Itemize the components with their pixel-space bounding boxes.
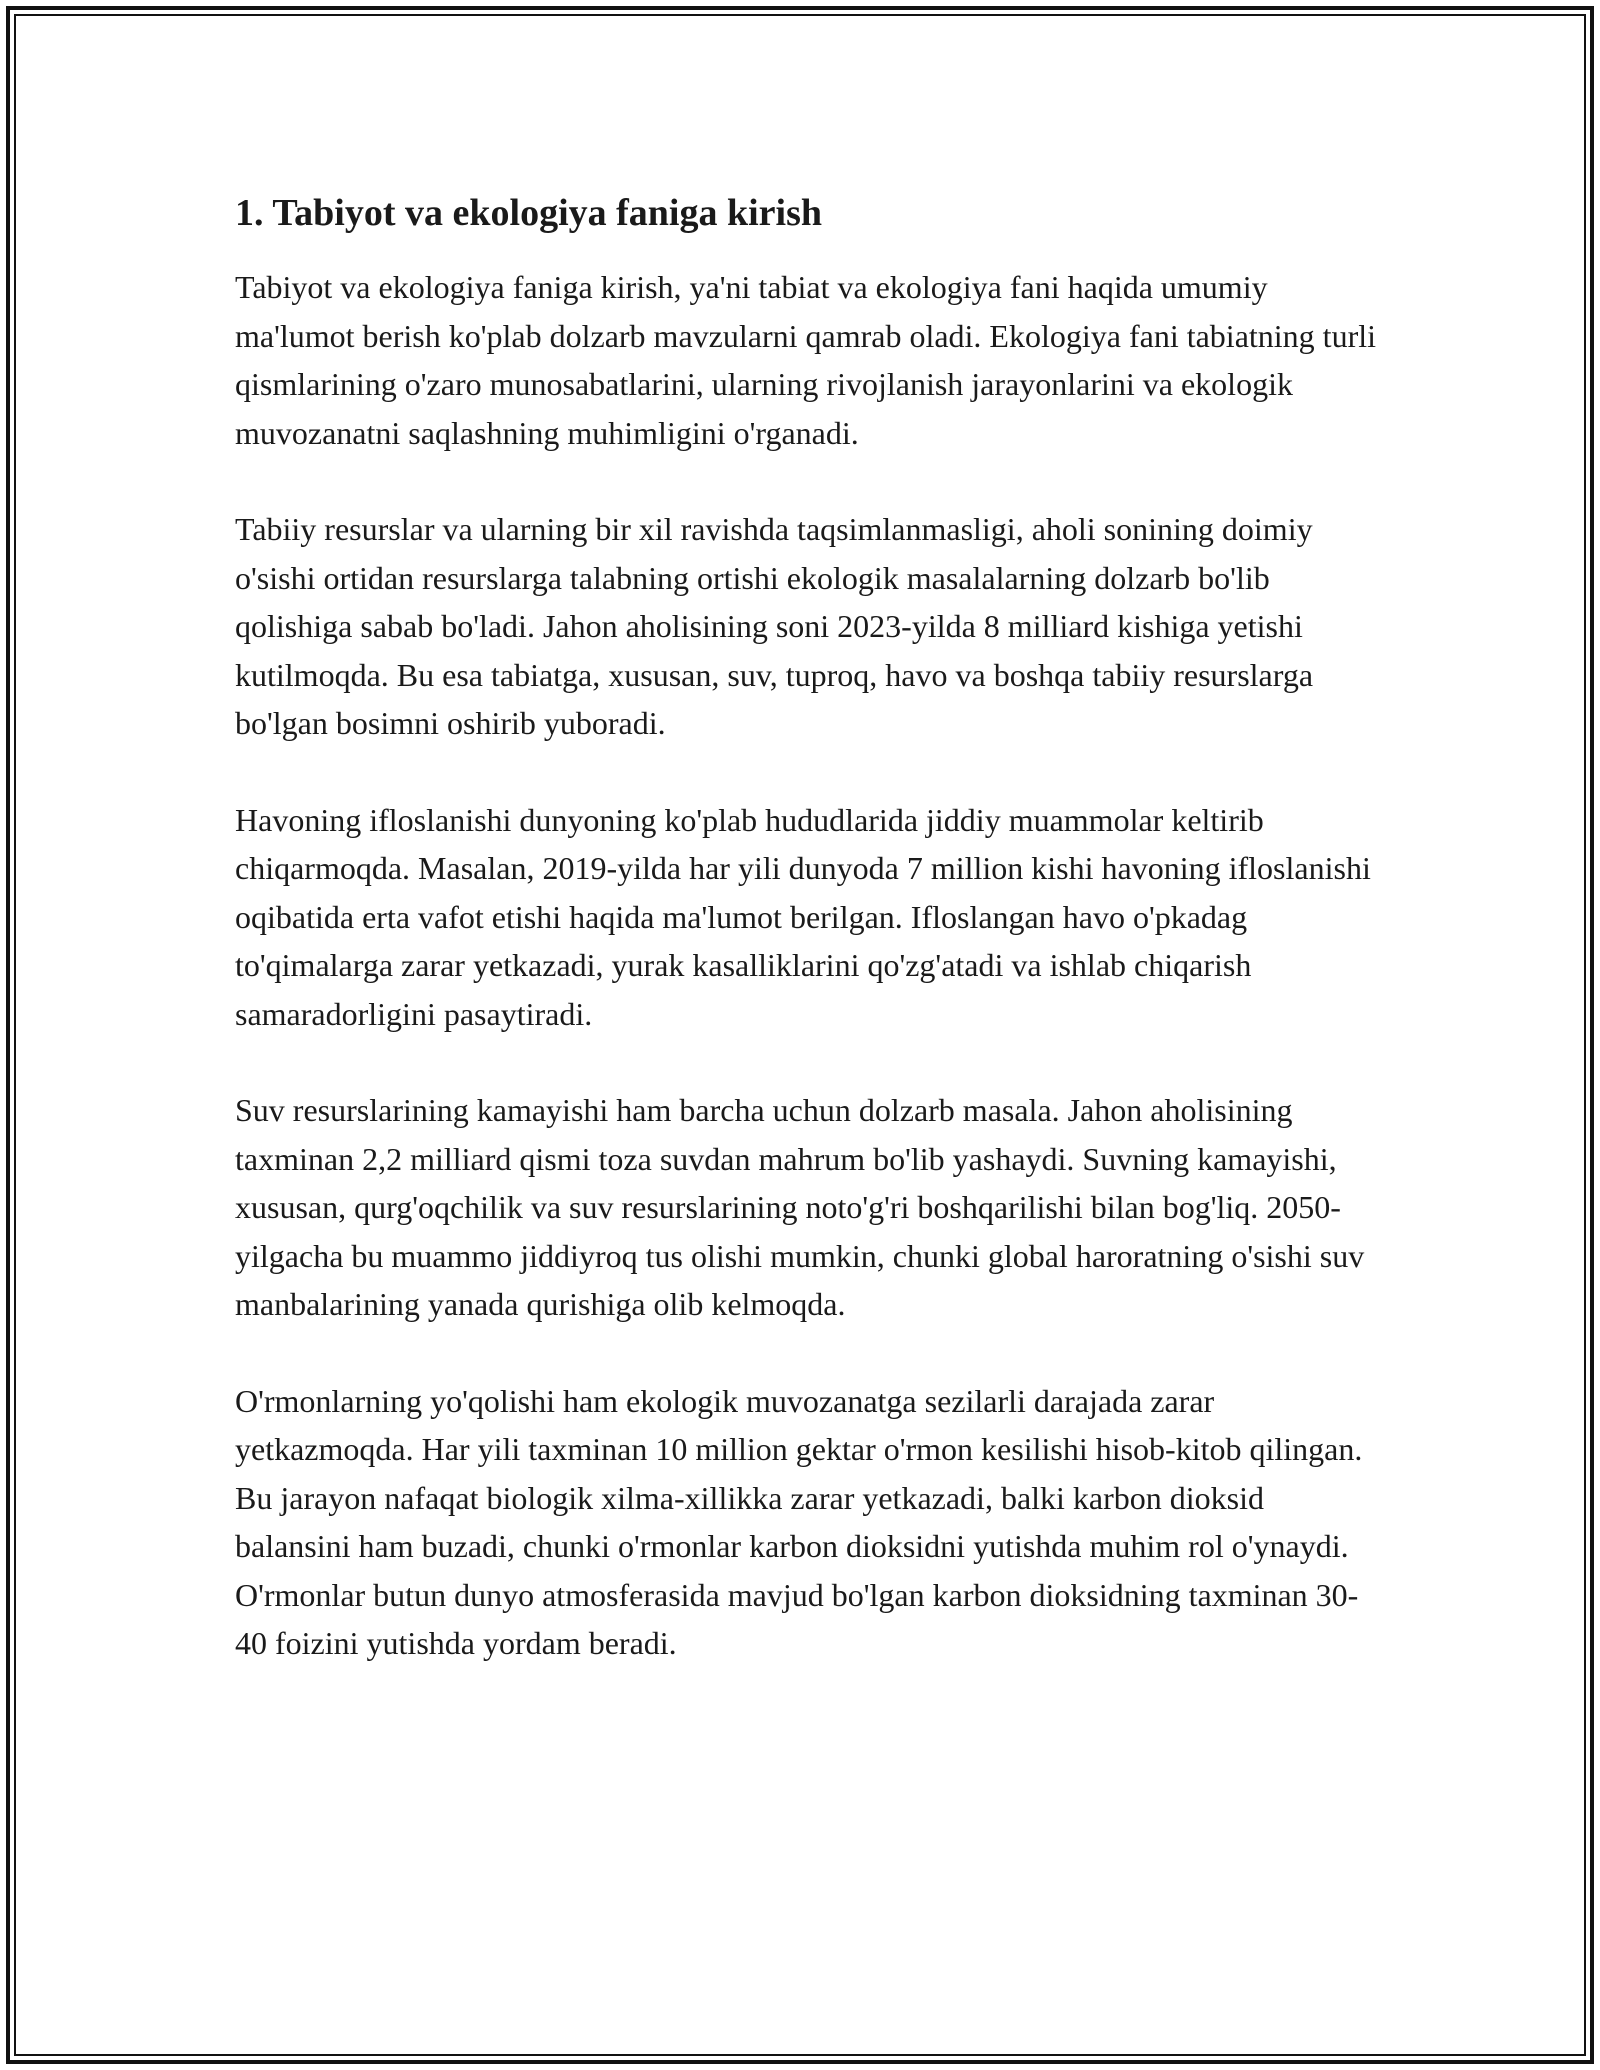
paragraph-water-resources: Suv resurslarining kamayishi ham barcha uchun dolzarb masala. Jahon aholisining taxminan 2,2 milliard qismi toza suvdan mahrum bo'lib yashaydi. Suvning kamayishi, xususan, qurg'oqchilik va suv resurslarining noto'g'ri boshqarilishi bilan bog'liq. 2050-yilgacha bu muammo jiddiyroq tus olishi mumkin, chunki global haroratning o'sishi suv manbalarining yanada qurishiga olib kelmoqda. xyxy=(235,1092,1365,1322)
paragraph-natural-resources: Tabiiy resurslar va ularning bir xil ravishda taqsimlanmasligi, aholi sonining doimiy o'sishi ortidan resurslarga talabning ortishi ekologik masalalarning dolzarb bo'lib qolishiga sabab bo'ladi. Jahon aholisining soni 2023-yilda 8 milliard kishiga yetishi kutilmoqda. Bu esa tabiatga, xususan, suv, tuproq, havo va boshqa tabiiy resurslarga bo'lgan bosimni oshirib yuboradi. xyxy=(235,511,1314,741)
document-body xyxy=(235,185,1380,1716)
paragraph-deforestation: O'rmonlarning yo'qolishi ham ekologik muvozanatga sezilarli darajada zarar yetkazmoqda. Har yili taxminan 10 million gektar o'rmon kesilishi hisob-kitob qilingan. Bu jarayon nafaqat biologik xilma-xillikka zarar yetkazadi, balki karbon dioksid balansini ham buzadi, chunki o'rmonlar karbon dioksidni yutishda muhim rol o'ynaydi. O'rmonlar butun dunyo atmosferasida mavjud bo'lgan karbon dioksidning taxminan 30-40 foizini yutishda yordam beradi. xyxy=(235,1382,1363,1661)
paragraph-air-pollution: Havoning ifloslanishi dunyoning ko'plab hududlarida jiddiy muammolar keltirib chiqarmoqda. Masalan, 2019-yilda har yili dunyoda 7 million kishi havoning ifloslanishi oqibatida erta vafot etishi haqida ma'lumot berilgan. Ifloslangan havo o'pkadag to'qimalarga zarar yetkazadi, yurak kasalliklarini qo'zg'atadi va ishlab chiqarish samaradorligini pasaytiradi. xyxy=(235,801,1371,1032)
section-heading: 1. Tabiyot va ekologiya faniga kirish xyxy=(235,192,823,234)
paragraph-introduction: Tabiyot va ekologiya faniga kirish, ya'ni tabiat va ekologiya fani haqida umumiy ma'lumot berish ko'plab dolzarb mavzularni qamrab oladi. Ekologiya fani tabiatning turli qismlarining o'zaro munosabatlarini, ularning rivojlanish jarayonlarini va ekologik muvozanatni saqlashning muhimligini o'rganadi. xyxy=(235,269,1376,451)
